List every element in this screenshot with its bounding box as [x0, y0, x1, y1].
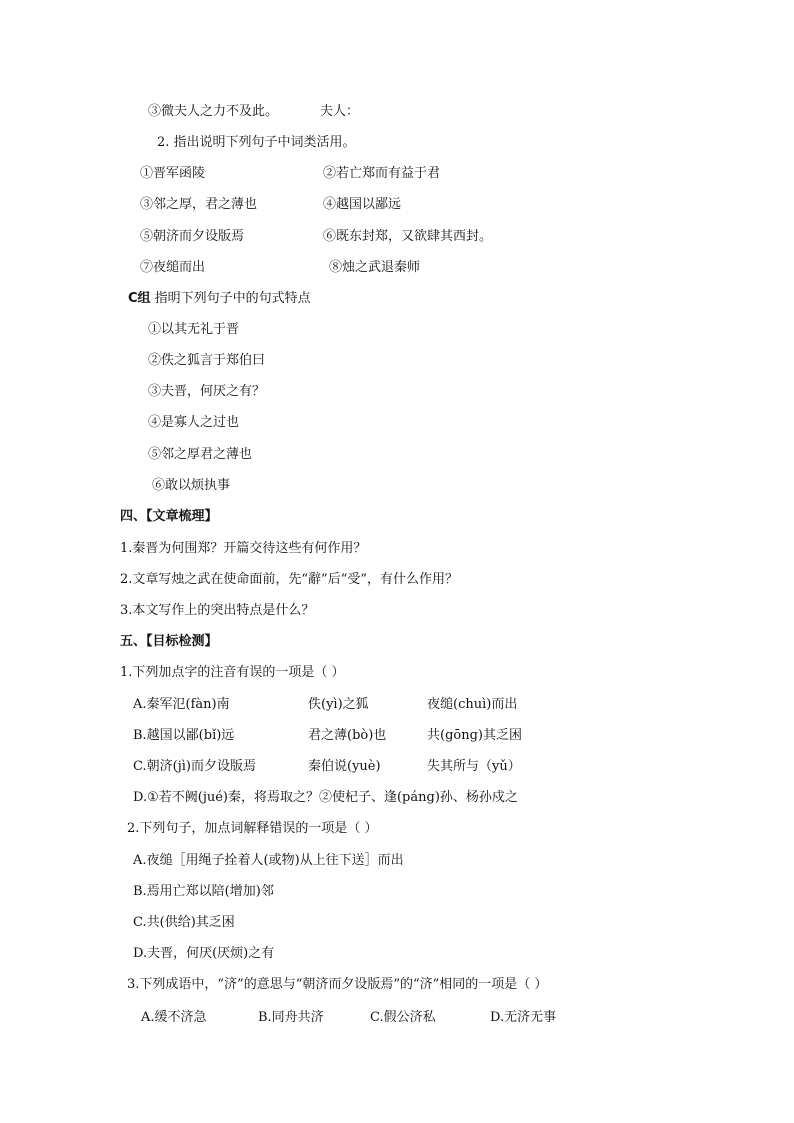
b-pair-1-right: ②若亡郑而有益于君: [323, 166, 441, 181]
q1-a-2: 佚(yì)之狐: [308, 697, 369, 712]
b-pair-2-right: ④越国以鄙远: [323, 197, 402, 212]
q3-option-d: D.无济无事: [490, 1010, 557, 1025]
q1-d: D.①若不阙(jué)秦，将焉取之？②使杞子、逢(páng)孙、杨孙戍之: [133, 790, 518, 805]
q1-stem: 1.下列加点字的注音有误的一项是（ ）: [120, 665, 345, 680]
q1-c-2: 秦伯说(yuè): [308, 759, 381, 774]
section-4-question-3: 3.本文写作上的突出特点是什么？: [120, 603, 315, 618]
b-question-2: 2. 指出说明下列句子中词类活用。: [157, 135, 356, 150]
q1-c-1: C.朝济(jì)而夕设版焉: [133, 759, 256, 774]
c-item-1: ①以其无礼于晋: [148, 322, 240, 337]
b-pair-2-left: ③邻之厚，君之薄也: [140, 197, 258, 212]
q3-option-b: B.同舟共济: [258, 1010, 324, 1025]
b-item-3-tail: 夫人：: [320, 104, 360, 119]
b-pair-3-right: ⑥既东封郑，又欲肆其西封。: [323, 229, 493, 244]
b-item-3: [148, 103, 359, 121]
q2-stem: 2.下列句子，加点词解释错误的一项是（ ）: [127, 821, 378, 836]
b-pair-3-left: ⑤朝济而夕设版焉: [140, 229, 245, 244]
c-item-4: ④是寡人之过也: [148, 415, 240, 430]
section-5-heading: 五、【目标检测】: [120, 634, 218, 649]
b-pair-4-right: ⑧烛之武退秦师: [329, 260, 421, 275]
section-4-question-2: 2.文章写烛之武在使命面前，先“辭”后“受”，有什么作用？: [120, 572, 458, 587]
q1-b-3: 共(gōng)其乏困: [427, 728, 522, 743]
c-heading-label: C组: [128, 291, 151, 306]
section-4-heading: 四、【文章梳理】: [120, 509, 218, 524]
q1-c-3: 失其所与（yǔ）: [427, 759, 521, 774]
q1-b-2: 君之薄(bò)也: [308, 728, 387, 743]
q1-a-3: 夜缒(chuì)而出: [427, 697, 518, 712]
c-item-3: ③夫晋，何厌之有？: [148, 384, 266, 399]
b-pair-4-left: ⑦夜缒而出: [140, 260, 206, 275]
q2-option-c: C.共(供给)其乏困: [133, 915, 235, 930]
q2-option-a: A.夜缒［用绳子拴着人(或物)从上往下送］而出: [133, 853, 404, 868]
q3-option-a: A.缓不济急: [141, 1010, 207, 1025]
b-pair-1-left: ①晋军函陵: [140, 166, 206, 181]
q3-option-c: C.假公济私: [370, 1010, 436, 1025]
c-heading: [128, 290, 311, 308]
q2-option-d: D.夫晋，何厌(厌烦)之有: [133, 946, 275, 961]
q3-stem: 3.下列成语中，“济”的意思与“朝济而夕设版焉”的“济”相同的一项是（ ）: [127, 977, 548, 992]
c-heading-text: 指明下列句子中的句式特点: [150, 291, 311, 306]
c-item-2: ②佚之狐言于郑伯曰: [148, 353, 266, 368]
q2-option-b: B.焉用亡郑以陪(增加)邻: [133, 884, 274, 899]
c-item-6: ⑥敢以烦执事: [152, 478, 231, 493]
b-item-3-text: ③微夫人之力不及此。: [148, 104, 279, 119]
q1-b-1: B.越国以鄙(bǐ)远: [133, 728, 235, 743]
section-4-question-1: 1.秦晋为何围郑？开篇交待这些有何作用？: [120, 541, 367, 556]
q1-a-1: A.秦军氾(fàn)南: [133, 697, 230, 712]
c-item-5: ⑤邻之厚君之薄也: [148, 447, 253, 462]
